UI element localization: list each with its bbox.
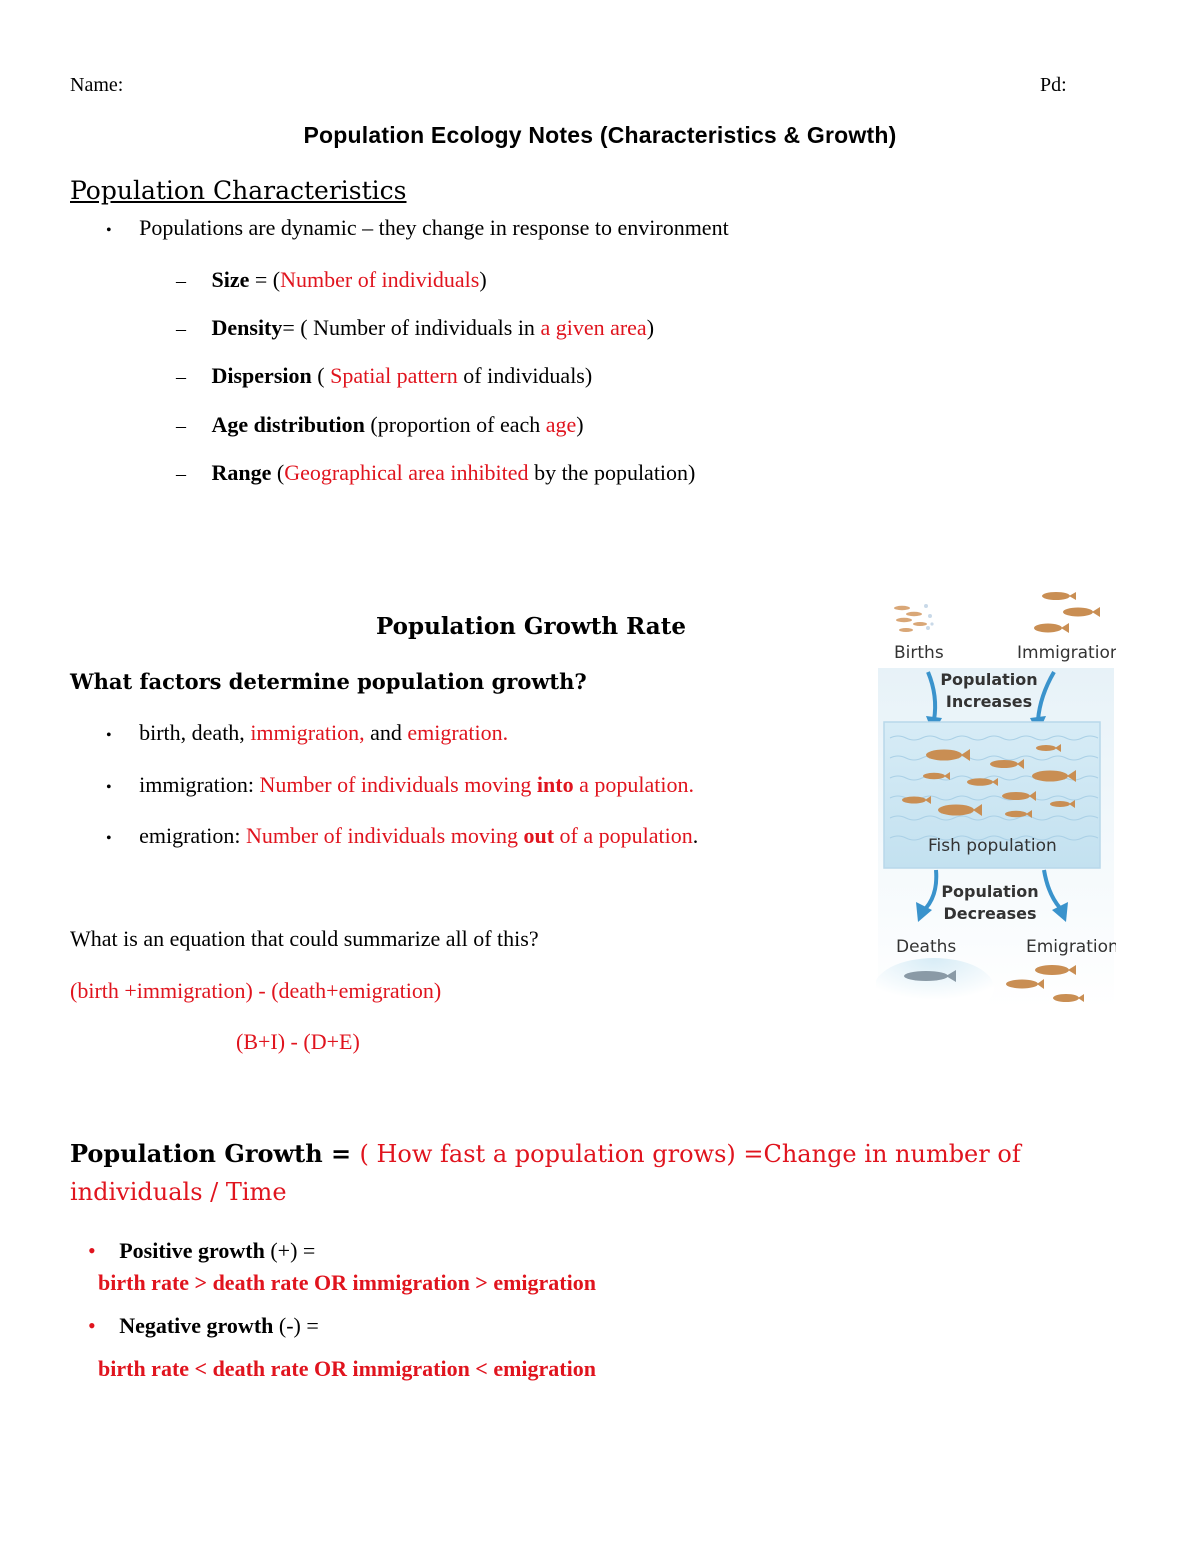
factors-a: birth, death, [139, 720, 251, 745]
immigration-bold: into [536, 772, 574, 797]
negative-growth-rule: birth rate < death rate OR immigration < emigration [98, 1356, 596, 1381]
item-term: Dispersion [211, 363, 312, 388]
negative-growth-sign: (-) = [273, 1313, 319, 1338]
death-pool [876, 958, 994, 1018]
positive-growth-sign: (+) = [264, 1238, 316, 1263]
equation-question: What is an equation that could summarize all of this? [70, 926, 539, 951]
population-growth-definition: ( How fast a population grows) =Change in number of [359, 1140, 1021, 1168]
emigration-term: emigration [139, 823, 235, 848]
increases-label-1: Population [940, 670, 1038, 689]
bullet-icon: • [88, 1313, 96, 1338]
bullet-icon: • [106, 222, 112, 239]
list-item [176, 412, 584, 438]
decreases-label-1: Population [941, 882, 1039, 901]
factors-b: immigration, [250, 720, 365, 745]
negative-growth-label: Negative growth [119, 1313, 274, 1338]
immigration-red1: Number of individuals moving [259, 772, 537, 797]
list-item [176, 267, 487, 293]
item-red: a given area [540, 315, 647, 340]
diagram-svg [876, 588, 1116, 1020]
equation-long: (birth +immigration) - (death+emigration) [70, 978, 442, 1003]
item-post: by the population) [528, 460, 696, 485]
fish-population-label: Fish population [928, 836, 1057, 856]
population-growth-label: Population Growth = [70, 1139, 360, 1168]
item-post: ) [576, 412, 584, 437]
emigration-bold: out [523, 823, 555, 848]
item-red: Geographical area inhibited [284, 460, 529, 485]
item-term: Density [211, 315, 283, 340]
emigration-label: Emigration [1026, 937, 1116, 957]
deaths-label: Deaths [896, 937, 957, 957]
fish-population-diagram [876, 588, 1116, 1020]
immigration-red2: a population. [573, 772, 694, 797]
emigration-red1: Number of individuals moving [246, 823, 524, 848]
item-post: ) [479, 267, 487, 292]
characteristics-intro: Populations are dynamic – they change in response to environment [139, 215, 729, 240]
item-term: Range [211, 460, 272, 485]
list-item [176, 363, 592, 389]
immigration-item [106, 772, 694, 798]
item-post: ) [646, 315, 655, 340]
list-item [176, 315, 654, 341]
characteristics-heading: Population Characteristics [70, 176, 407, 205]
immigration-fish-icon [1034, 592, 1100, 633]
immigration-term: immigration [139, 772, 248, 797]
item-pre: ( [311, 363, 331, 388]
births-fish-icon [894, 604, 934, 632]
dash-icon: – [176, 366, 186, 388]
increases-label-2: Increases [945, 692, 1033, 711]
item-red: age [545, 412, 577, 437]
births-label: Births [894, 643, 944, 663]
immigration-label: Immigration [1017, 643, 1116, 663]
characteristics-intro-item [106, 215, 729, 241]
page-title: Population Ecology Notes (Characteristics & Growth) [303, 122, 897, 148]
emigration-item [106, 823, 698, 849]
growth-rate-question: What factors determine population growth? [70, 669, 587, 694]
emigration-red2: of a population [554, 823, 693, 848]
decreases-label-2: Decreases [943, 904, 1037, 923]
factors-d: emigration. [407, 720, 509, 745]
dash-icon: – [176, 270, 186, 292]
equation-short: (B+I) - (D+E) [236, 1029, 360, 1054]
item-red: Number of individuals [280, 267, 480, 292]
immigration-colon: : [247, 772, 260, 797]
item-term: Size [211, 267, 250, 292]
population-growth-definition-cont: individuals / Time [70, 1178, 287, 1206]
factors-c: and [364, 720, 408, 745]
item-pre: = ( Number of individuals in [282, 315, 541, 340]
emigration-end: . [692, 823, 699, 848]
list-item [176, 460, 695, 486]
item-pre: (proportion of each [364, 412, 546, 437]
negative-growth-item [88, 1313, 319, 1339]
item-post: of individuals) [457, 363, 593, 388]
dash-icon: – [176, 318, 186, 340]
growth-rate-heading: Population Growth Rate [376, 613, 686, 640]
population-growth-line [70, 1139, 1021, 1168]
item-red: Spatial pattern [330, 363, 458, 388]
positive-growth-label: Positive growth [119, 1238, 265, 1263]
dash-icon: – [176, 415, 186, 437]
emigration-colon: : [234, 823, 247, 848]
factors-item [106, 720, 508, 746]
dash-icon: – [176, 463, 186, 485]
bullet-icon: • [88, 1238, 96, 1263]
bullet-icon: • [106, 830, 112, 847]
positive-growth-rule: birth rate > death rate OR immigration > emigration [98, 1270, 596, 1295]
bullet-icon: • [106, 727, 112, 744]
name-label: Name: [70, 74, 124, 96]
item-pre: = ( [249, 267, 281, 292]
pd-label: Pd: [1040, 74, 1067, 96]
bullet-icon: • [106, 779, 112, 796]
item-pre: ( [271, 460, 285, 485]
positive-growth-item [88, 1238, 315, 1264]
item-term: Age distribution [211, 412, 365, 437]
